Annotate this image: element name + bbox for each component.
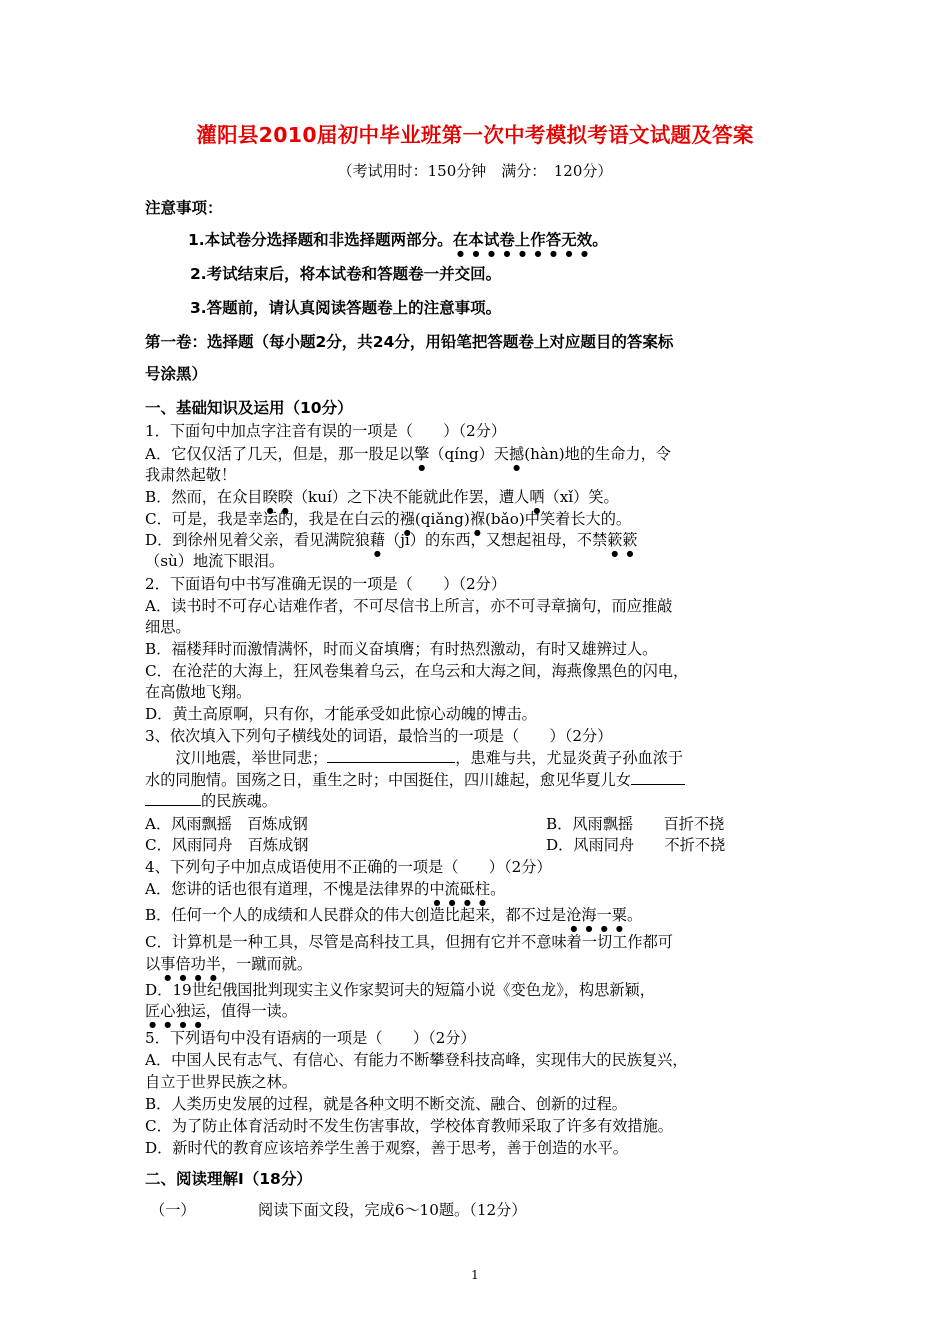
q4-option-b: B．任何一个人的成绩和人民群众的伟大创造比起来，都不过是沧海一粟。 bbox=[145, 906, 643, 924]
notice-item-1: 1.本试卷分选择题和非选择题两部分。在本试卷上作答无效。 bbox=[188, 231, 608, 249]
q1-stem: 1．下面句中加点字注音有误的一项是（ ）（2分） bbox=[145, 422, 507, 440]
q1-option-a-cont: 我肃然起敬！ bbox=[145, 466, 237, 484]
q5-option-a-cont: 自立于世界民族之林。 bbox=[145, 1073, 297, 1091]
q3-stem: 3、依次填入下列句子横线处的词语，最恰当的一项是（ ）（2分） bbox=[145, 727, 613, 745]
q5-option-c: C．为了防止体育活动时不发生伤害事故，学校体育教师采取了许多有效措施。 bbox=[145, 1117, 673, 1135]
part1-heading-cont: 号涂黑） bbox=[145, 365, 208, 383]
part1-heading: 第一卷：选择题（每小题2分，共24分，用铅笔把答题卷上对应题目的答案标 bbox=[145, 333, 674, 351]
q5-option-a: A．中国人民有志气、有信心、有能力不断攀登科技高峰，实现伟大的民族复兴， bbox=[145, 1051, 688, 1069]
q2-option-a-cont: 细思。 bbox=[145, 618, 191, 636]
blank-2b bbox=[145, 790, 201, 806]
q1-option-a: A．它仅仅活了几天，但是，那一股足以擎（qíng）天撼(hàn)地的生命力，令 bbox=[145, 445, 671, 463]
page-number: 1 bbox=[471, 1268, 479, 1282]
q4-option-c: C．计算机是一种工具，尽管是高科技工具，但拥有它并不意味着一切工作都可 bbox=[145, 933, 673, 951]
reading-instruction: 阅读下面文段，完成6～10题。（12分） bbox=[258, 1201, 527, 1219]
q2-option-c: C．在沧茫的大海上，狂风卷集着乌云，在乌云和大海之间，海燕像黑色的闪电， bbox=[145, 662, 689, 680]
q3-option-d: D．风雨同舟 不折不挠 bbox=[546, 836, 726, 854]
q3-option-c: C．风雨同舟 百炼成钢 bbox=[145, 836, 309, 854]
notice-item-3: 3.答题前，请认真阅读答题卷上的注意事项。 bbox=[190, 299, 502, 317]
blank-2a bbox=[631, 769, 685, 785]
q1-option-d-cont: （sù）地流下眼泪。 bbox=[145, 552, 285, 570]
q4-option-c-cont: 以事倍功半，一蹴而就。 bbox=[145, 955, 313, 973]
section1-heading: 一、基础知识及运用（10分） bbox=[145, 399, 353, 417]
exam-subtitle: （考试用时：150分钟 满分： 120分） bbox=[337, 162, 613, 180]
q3-option-a: A．风雨飘摇 百炼成钢 bbox=[145, 815, 308, 833]
exam-title: 灌阳县2010届初中毕业班第一次中考模拟考语文试题及答案 bbox=[196, 123, 754, 147]
q2-stem: 2．下面语句中书写准确无误的一项是（ ）（2分） bbox=[145, 575, 507, 593]
q1-option-b: B．然而，在众目睽睽（kuí）之下决不能就此作罢，遭人哂（xǐ）笑。 bbox=[145, 488, 619, 506]
q5-stem: 5．下列语句中没有语病的一项是（ ）（2分） bbox=[145, 1029, 476, 1047]
emphasis-text: 在本试卷上作答无效 bbox=[452, 231, 593, 249]
reading-label: （一） bbox=[150, 1201, 196, 1219]
blank-1 bbox=[327, 747, 455, 763]
q3-passage-2: 水的同胞情。国殇之日，重生之时；中国挺住，四川雄起，愈见华夏儿女 bbox=[145, 769, 685, 790]
q3-passage-1: 汶川地震，举世同悲； ，患难与共，尤显炎黄子孙血浓于 bbox=[145, 749, 684, 767]
q4-stem: 4、下列句子中加点成语使用不正确的一项是（ ）（2分） bbox=[145, 858, 552, 876]
q2-option-c-cont: 在高傲地飞翔。 bbox=[145, 683, 252, 701]
notice-item-2: 2.考试结束后，将本试卷和答题卷一并交回。 bbox=[190, 265, 502, 283]
q3-option-b: B．风雨飘摇 百折不挠 bbox=[546, 815, 725, 833]
q4-option-a: A．您讲的话也很有道理，不愧是法律界的中流砥柱。 bbox=[145, 880, 506, 898]
q4-option-d-cont: 匠心独运，值得一读。 bbox=[145, 1002, 297, 1020]
q2-option-d: D．黄土高原啊，只有你，才能承受如此惊心动魄的博击。 bbox=[145, 705, 537, 723]
notice-heading: 注意事项： bbox=[145, 199, 223, 217]
q2-option-b: B．福楼拜时而激情满怀，时而义奋填膺；有时热烈激动，有时又雄辨过人。 bbox=[145, 640, 658, 658]
q1-option-d: D．到徐州见着父亲，看见满院狼藉（jí）的东西，又想起祖母，不禁簌簌 bbox=[145, 531, 638, 549]
q3-passage-3: 的民族魂。 bbox=[145, 790, 277, 811]
q4-option-d: D．19世纪俄国批判现实主义作家契诃夫的短篇小说《变色龙》，构思新颖， bbox=[145, 981, 655, 999]
section2-heading: 二、阅读理解Ⅰ（18分） bbox=[145, 1170, 312, 1188]
q2-option-a: A．读书时不可存心诘难作者，不可尽信书上所言，亦不可寻章摘句，而应推敲 bbox=[145, 597, 673, 615]
q1-option-c: C．可是，我是幸运的，我是在白云的襁(qiǎng)褓(bǎo)中笑着长大的。 bbox=[145, 510, 632, 528]
q5-option-b: B．人类历史发展的过程，就是各种文明不断交流、融合、创新的过程。 bbox=[145, 1095, 627, 1113]
q5-option-d: D．新时代的教育应该培养学生善于观察，善于思考，善于创造的水平。 bbox=[145, 1139, 628, 1157]
